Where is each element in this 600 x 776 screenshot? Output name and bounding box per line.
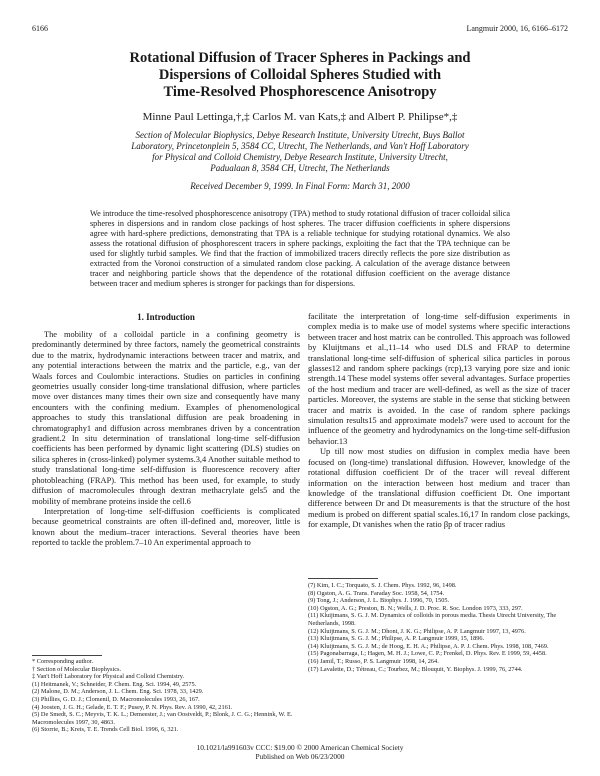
reference: (16) Jamil, T.; Russo, P. S. Langmuir 1998, 14, 264. [308,657,439,665]
reference: (9) Tong, J.; Anderson, J. L. Biophys. J. 1996, 70, 1505. [308,597,450,605]
reference: (12) Kluijtmans, S. G. J. M.; Dhont, J. K. G.; Philipse, A. P. Langmuir 1997, 13, 4976. [308,627,526,635]
article-title [40,50,560,101]
affiliation-line: Laboratory, Princetonplein 5, 3584 CC, Utrecht, The Netherlands, and Van't Hoff Laboratory [131,141,469,151]
received-dates: Received December 9, 1999. In Final Form: March 31, 2000 [190,181,410,191]
footnote: ‡ Van't Hoff Laboratory for Physical and Colloid Chemistry. [32,673,185,681]
reference: (8) Ogston, A. G. Trans. Faraday Soc. 1958, 54, 1754. [308,589,445,597]
reference: (10) Ogston, A. G.; Preston, B. N.; Wells, J. D. Proc. R. Soc. London 1973, 333, 297. [308,604,523,612]
page-number: 6166 [32,24,48,33]
reference: (17) Lavalette, D.; Tétreau, C.; Tourbez, M.; Blouquit, Y. Biophys. J. 1999, 76, 2744. [308,665,523,673]
reference: (13) Kluijtmans, S. G. J. M.; Philipse, A. P. Langmuir 1999, 15, 1896. [308,635,485,643]
reference: (15) Pagonabarraga, I.; Hagen, M. H. J.; Lowe, C. P.; Frenkel, D. Phys. Rev. E 1999, 59, 4458. [308,650,547,658]
body-paragraph: Up till now most studies on diffusion in complex media have been focused on (long-time) translational diffusion. However, knowledge of the rotational diffusion coefficient Dr of the tracer will reveal different information on the interaction between host medium and tracer than knowledge of the translational diffusion coefficient Dt. One important difference between Dr and Dt measurements is that the structure of the host medium is probed on different spatial scales.16,17 In random close packings, for example, Dt vanishes when the ratio βp of tracer radius [308,447,570,530]
footnotes [32,658,300,734]
journal-citation: Langmuir 2000, 16, 6166–6172 [466,24,568,33]
footnote: * Corresponding author. [32,658,94,665]
publication-date: Published on Web 06/23/2000 [255,752,345,761]
reference: (5) De Smedt, S. C.; Meyvis, T. K. L.; Demeester, J.; van Oostveldt, P.; Blonk, J. C. G.; Hennink, W. E. Macromolecules 1997, 30, 4863. [32,711,293,726]
reference: (7) Kim, I. C.; Torquato, S. J. Chem. Phys. 1992, 96, 1498. [308,582,457,589]
abstract: We introduce the time-resolved phosphorescence anisotropy (TPA) method to study rotational diffusion of tracer colloidal silica spheres in dispersions and in random close packings of host spheres. The tracer diffusion coefficients in sphere dispersions agree with hard-sphere predictions, demonstrating that TPA is a reliable technique for studying rotational dynamics. We also assess the rotational diffusion of phosphorescent tracers in sphere packings, exploiting the fact that the TPA technique can be used for slightly turbid samples. We find that the fraction of immobilized tracers directly reflects the pore size distribution as extracted from the Voronoi construction of a simulated random close packing. A calculation of the average distance between tracer and neighboring particle shows that the dependence of the rotational diffusion coefficient on the average distance between tracer and medium spheres is stronger for packings than for dispersions. [90,209,510,288]
section-heading: 1. Introduction [137,312,195,322]
reference: (6) Storrie, B.; Kreis, T. E. Trends Cell Biol. 1996, 6, 321. [32,726,179,734]
reference-list [308,582,570,673]
affiliation-line: for Physical and Colloid Chemistry, Debye Research Institute, University Utrecht, [152,152,448,162]
reference: (3) Phillies, G. D. J.; Clomenil, D. Macromolecules 1993, 26, 167. [32,695,200,703]
left-column-body [32,330,300,549]
affiliation [60,130,540,174]
body-paragraph: facilitate the interpretation of long-time self-diffusion experiments in complex media is to make use of model systems where specific interactions between tracer and host matrix can be controlled. This approach was followed by Kluijtmans et al.,11–14 who used DLS and FRAP to determine translational long-time self-diffusion of spherical silica particles in porous glasses12 and random sphere packings (rcp),13 varying pore size and ionic strength.14 These model systems offer several advantages. Surface properties of the host medium and tracer are well-defined, as well as the size of tracer particles. Moreover, the systems are stable in the sense that sticking between tracer and matrix is avoided. In the case of random sphere packings simulation results15 and approximate models7 were used to account for the influence of the geometry and hydrodynamics on the long-time self-diffusion behavior.13 [308,312,570,446]
affiliation-line: Padualaan 8, 3584 CH, Utrecht, The Netherlands [210,163,390,173]
title-line: Rotational Diffusion of Tracer Spheres in Packings and [129,50,471,66]
right-column-body [308,312,570,531]
footnote: † Section of Molecular Biophysics. [32,665,122,673]
author-list: Minne Paul Lettinga,†,‡ Carlos M. van Kats,‡ and Albert P. Philipse*,‡ [142,111,458,123]
title-line: Dispersions of Colloidal Spheres Studied with [158,67,442,83]
footnote-divider [32,655,102,656]
doi-copyright: 10.1021/la991603v CCC: $19.00 © 2000 American Chemical Society [196,743,404,752]
reference-divider [308,578,378,579]
reference: (2) Malone, D. M.; Anderson, J. L. Chem. Eng. Sci. 1978, 33, 1429. [32,688,204,696]
reference: (14) Kluijtmans, S. G. J. M.; de Hoog, E. H. A.; Philipse, A. P. J. Chem. Phys. 1998, 108, 7469. [308,642,549,650]
title-line: Time-Resolved Phosphorescence Anisotropy [163,84,437,100]
body-paragraph: Interpretation of long-time self-diffusion coefficients is complicated because geometrical constraints are often ill-defined and, moreover, little is known about the medium–tracer interactions. Several theories have been reported to tackle the problem.7–10 An experimental approach to [32,506,300,548]
reference: (1) Heitmanek, V.; Schneider, P. Chem. Eng. Sci. 1994, 49, 2575. [32,680,197,688]
body-paragraph: The mobility of a colloidal particle in a confining geometry is predominantly determined by three factors, namely the geometrical constraints due to the matrix, hydrodynamic interactions between tracer and matrix, and any potential interactions between the matrix and the particle, e.g., van der Waals forces and Coulombic interactions. Studies on particles in confining geometries usually consider long-time translational diffusion, where particles move over distances many times their own size and consequently have many encounters with the confining medium. Examples of phenomenological approaches to study this translational diffusion are peak broadening in chromatography1 and diffusion across membranes driven by a concentration gradient.2 In situ determination of translational long-time self-diffusion coefficients has been performed by dynamic light scattering (DLS) studies on silica spheres in (cross-linked) polymer systems.3,4 Another suitable method to study translational long-time self-diffusion is fluorescence recovery after photobleaching (FRAP). This method has been used, for example, to study diffusion of macromolecules through dextran methacrylate gels5 and the mobility of membrane proteins inside the cell.6 [32,330,300,506]
page-footer [0,743,600,761]
affiliation-line: Section of Molecular Biophysics, Debye Research Institute, University Utrecht, Buys Ballot [135,130,465,140]
reference: (4) Joosten, J. G. H.; Gelade, E. T. F.; Pusey, P. N. Phys. Rev. A 1990, 42, 2161. [32,703,233,711]
reference: (11) Kluijtmans, S. G. J. M. Dynamics of colloids in porous media. Thesis Utrecht University, The Netherlands, 1998. [308,612,557,627]
